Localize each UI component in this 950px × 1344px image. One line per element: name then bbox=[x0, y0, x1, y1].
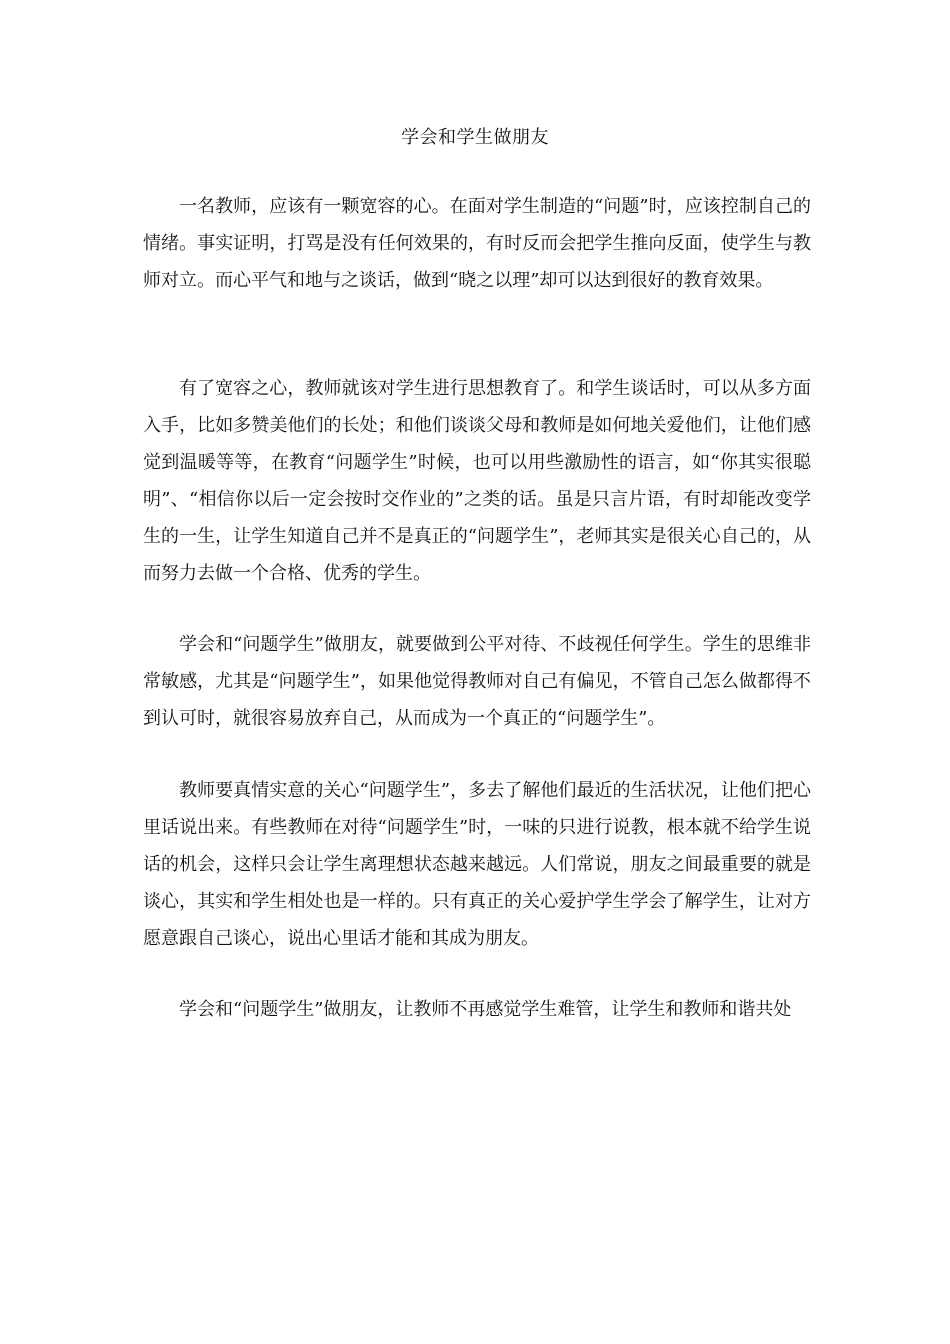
paragraph-1: 一名教师，应该有一颗宽容的心。在面对学生制造的“问题”时，应该控制自己的情绪。事实证明，打骂是没有任何效果的，有时反而会把学生推向反面，使学生与教师对立。而心平气和地与之谈话，做到“晓之以理”却可以达到很好的教育效果。 bbox=[143, 196, 811, 291]
document-title: 学会和学生做朋友 bbox=[401, 127, 549, 148]
paragraph-3: 学会和“问题学生”做朋友，就要做到公平对待、不歧视任何学生。学生的思维非常敏感，尤其是“问题学生”，如果他觉得教师对自己有偏见，不管自己怎么做都得不到认可时，就很容易放弃自己，从而成为一个真正的“问题学生”。 bbox=[143, 634, 811, 729]
paragraph-5: 学会和“问题学生”做朋友，让教师不再感觉学生难管，让学生和教师和谐共处 bbox=[179, 999, 792, 1020]
paragraph-2: 有了宽容之心，教师就该对学生进行思想教育了。和学生谈话时，可以从多方面入手，比如多赞美他们的长处；和他们谈谈父母和教师是如何地关爱他们，让他们感觉到温暖等等，在教育“问题学生”时候，也可以用些激励性的语言，如“你其实很聪明”、“相信你以后一定会按时交作业的”之类的话。虽是只言片语，有时却能改变学生的一生，让学生知道自己并不是真正的“问题学生”，老师其实是很关心自己的，从而努力去做一个合格、优秀的学生。 bbox=[143, 378, 811, 584]
paragraph-4: 教师要真情实意的关心“问题学生”，多去了解他们最近的生活状况，让他们把心里话说出来。有些教师在对待“问题学生”时，一味的只进行说教，根本就不给学生说话的机会，这样只会让学生离理想状态越来越远。人们常说，朋友之间最重要的就是谈心，其实和学生相处也是一样的。只有真正的关心爱护学生学会了解学生，让对方愿意跟自己谈心，说出心里话才能和其成为朋友。 bbox=[143, 780, 811, 949]
